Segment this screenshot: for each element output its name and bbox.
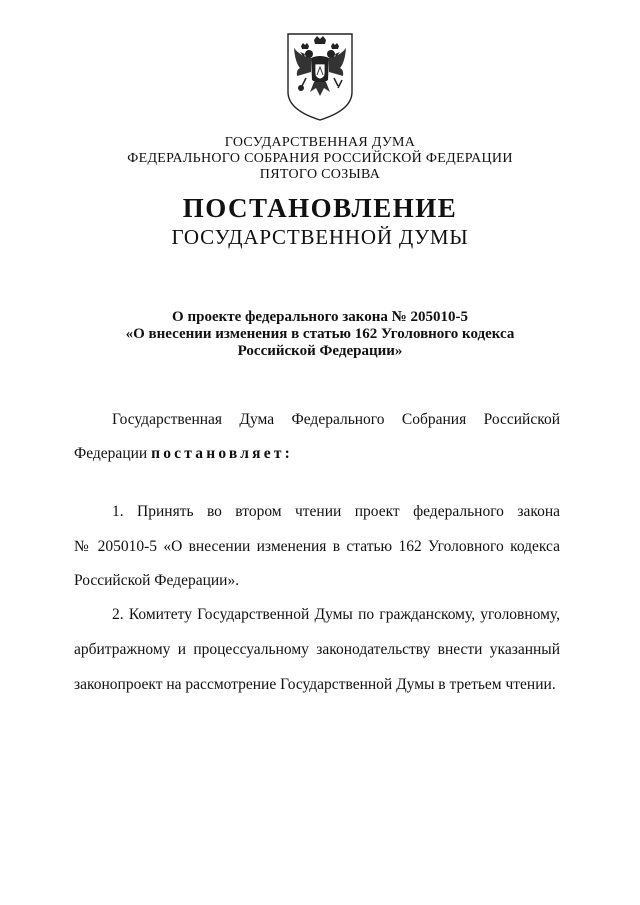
preamble-text: Федерации xyxy=(74,445,152,462)
preamble-line1: Государственная Дума Федерального Собрания Российской xyxy=(112,411,560,428)
org-name-line1: ГОСУДАРСТВЕННАЯ ДУМА xyxy=(224,135,416,150)
document-type: ПОСТАНОВЛЕНИЕ xyxy=(182,193,458,223)
subject-line2: «О внесении изменения в статью 162 Уголовного кодекса xyxy=(125,326,515,342)
coat-of-arms-icon xyxy=(284,30,356,122)
item-1-line2: № 205010-5 «О внесении изменения в статью 162 Уголовного кодекса xyxy=(74,538,560,555)
item-1-line1: 1. Принять во втором чтении проект федерального закона xyxy=(112,503,560,520)
subject-line1: О проекте федерального закона № 205010-5 xyxy=(172,309,468,325)
item-2-line1: 2. Комитету Государственной Думы по гражданскому, уголовному, xyxy=(112,606,560,623)
org-name-line2: ФЕДЕРАЛЬНОГО СОБРАНИЯ РОССИЙСКОЙ ФЕДЕРАЦИИ xyxy=(127,151,513,166)
preamble-line2 xyxy=(74,445,560,463)
item-2-line2: арбитражному и процессуальному законодательству внести указанный xyxy=(74,641,560,658)
subject-line3: Российской Федерации» xyxy=(237,343,403,359)
org-convocation: ПЯТОГО СОЗЫВА xyxy=(259,167,381,182)
document-issuer: ГОСУДАРСТВЕННОЙ ДУМЫ xyxy=(171,225,469,249)
item-2-line3: законопроект на рассмотрение Государственной Думы в третьем чтении. xyxy=(74,676,556,693)
item-1-line3: Российской Федерации». xyxy=(74,572,240,589)
preamble-decision: постановляет: xyxy=(151,445,293,462)
